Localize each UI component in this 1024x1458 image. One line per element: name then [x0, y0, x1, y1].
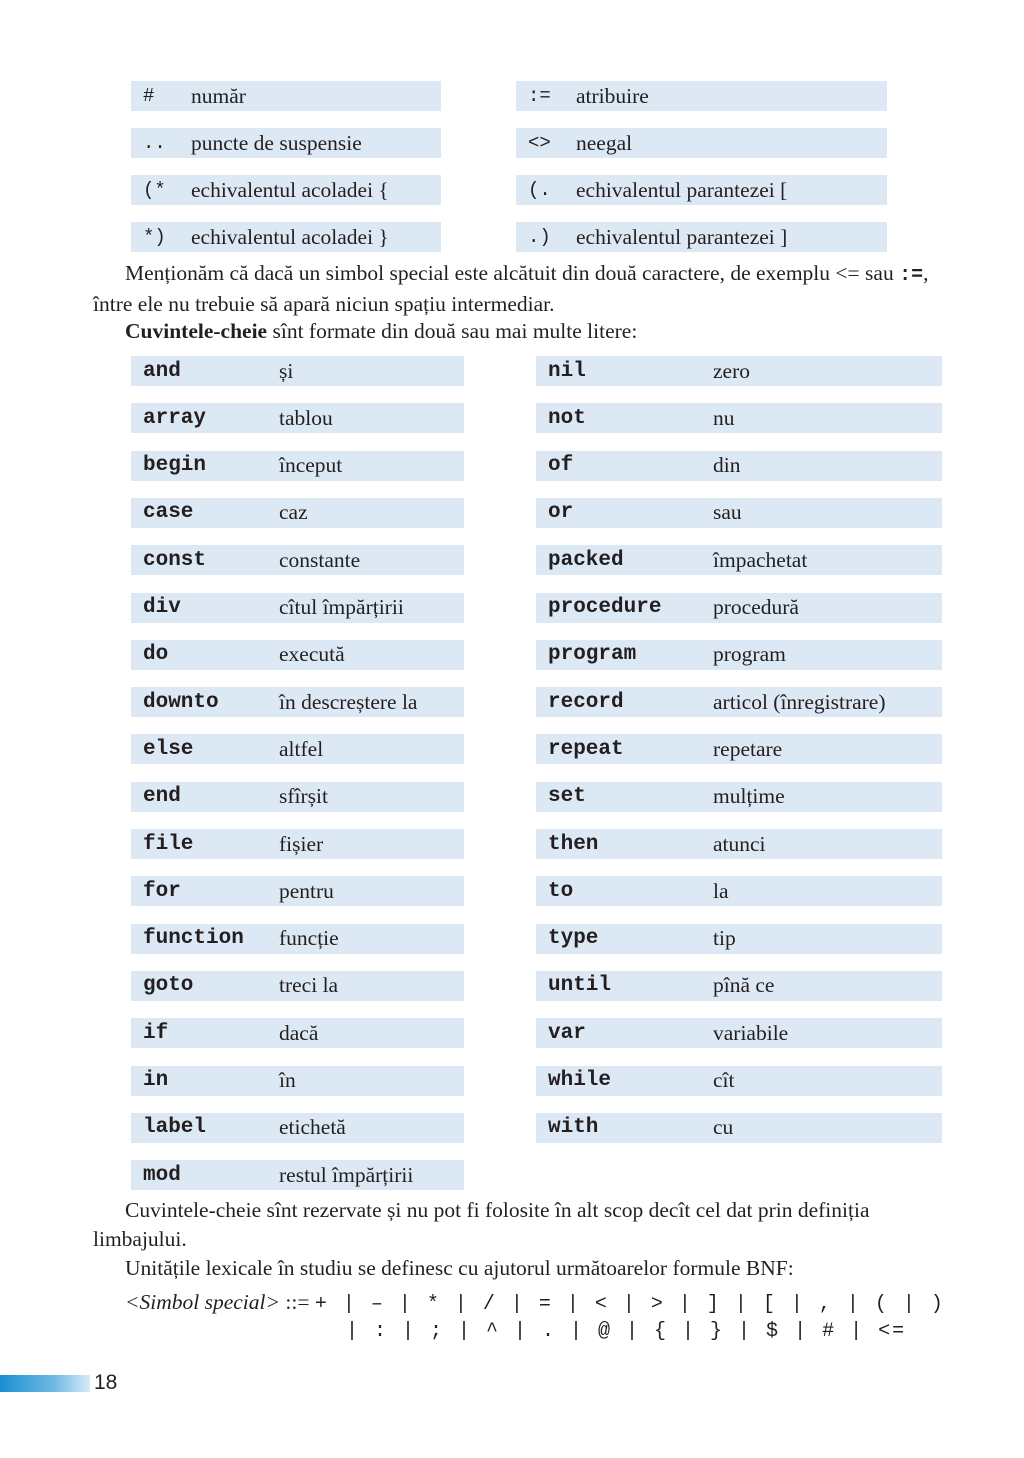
keyword-row	[536, 782, 942, 812]
keyword-row	[536, 1018, 942, 1048]
keyword-code: procedure	[548, 596, 662, 619]
symbol-description: atribuire	[576, 83, 649, 108]
keyword-code: or	[548, 501, 574, 525]
keyword-code: and	[143, 359, 181, 383]
keyword-code: div	[143, 596, 181, 619]
symbol-description: echivalentul acoladei }	[191, 224, 389, 249]
keyword-code: file	[143, 832, 194, 856]
keyword-code: downto	[143, 690, 219, 714]
keyword-translation: fișier	[279, 831, 324, 856]
symbol-description: puncte de suspensie	[191, 130, 362, 155]
keyword-translation: restul împărțirii	[279, 1162, 414, 1187]
term-cuvintele-cheie: Cuvintele-cheie	[125, 319, 268, 343]
symbol-description: echivalentul parantezei [	[576, 177, 788, 202]
keyword-code: of	[548, 454, 574, 478]
keyword-code: not	[548, 406, 586, 430]
keyword-row	[131, 356, 464, 386]
keyword-row	[131, 640, 464, 670]
keyword-translation: procedură	[713, 595, 799, 619]
symbol-code: :=	[528, 85, 551, 107]
keyword-code: do	[143, 643, 169, 667]
symbol-code: ..	[143, 132, 166, 154]
keyword-row	[536, 924, 942, 954]
keyword-code: nil	[548, 359, 586, 383]
keyword-translation: variabile	[713, 1020, 789, 1045]
page-number: 18	[94, 1371, 118, 1394]
bnf-alternatives-2: | : | ; | ^ | . | @ | { | } | $ | # | <=	[346, 1320, 907, 1343]
symbol-description: neegal	[576, 130, 633, 155]
special-symbol-row	[516, 128, 887, 158]
special-symbol-row	[131, 81, 441, 111]
keyword-translation: sfîrșit	[279, 784, 328, 809]
keyword-code: type	[548, 927, 599, 951]
keyword-translation: repetare	[713, 736, 783, 761]
keyword-row	[536, 971, 942, 1001]
keyword-row	[131, 403, 464, 433]
keyword-row	[131, 1066, 464, 1096]
assign-code: :=	[899, 264, 924, 287]
bnf-lhs: <Simbol special>	[125, 1290, 281, 1314]
keyword-translation: din	[713, 453, 741, 478]
paragraph-bnf-intro: Unitățile lexicale în studiu se definesc cu ajutorul următoarelor formule BNF:	[125, 1256, 794, 1280]
keyword-code: mod	[143, 1163, 181, 1187]
keyword-translation: execută	[279, 642, 345, 667]
keyword-code: in	[143, 1069, 169, 1092]
special-symbol-row	[516, 81, 887, 111]
keyword-code: const	[143, 548, 207, 572]
keyword-translation: la	[713, 878, 729, 903]
keyword-translation: zero	[713, 358, 750, 383]
keyword-code: while	[548, 1069, 612, 1092]
keyword-row	[131, 734, 464, 764]
keyword-code: packed	[548, 548, 624, 572]
keyword-translation: program	[713, 642, 786, 667]
keyword-code: array	[143, 406, 207, 430]
keyword-translation: tip	[713, 926, 736, 951]
keyword-translation: caz	[279, 500, 308, 525]
keyword-code: if	[143, 1021, 169, 1045]
special-symbol-row	[516, 175, 887, 205]
keyword-code: begin	[143, 454, 207, 478]
keyword-code: to	[548, 879, 574, 903]
keyword-row	[131, 593, 464, 623]
keyword-translation: nu	[713, 405, 735, 430]
keyword-row	[131, 924, 464, 954]
keyword-row	[536, 403, 942, 433]
keyword-code: function	[143, 927, 244, 951]
keyword-translation: cu	[713, 1115, 734, 1140]
keyword-row	[536, 734, 942, 764]
symbol-code: *)	[143, 226, 166, 248]
keyword-code: then	[548, 832, 599, 856]
keyword-code: goto	[143, 974, 194, 998]
keyword-code: case	[143, 501, 194, 525]
keyword-translation: cît	[713, 1068, 735, 1092]
keyword-translation: funcție	[279, 926, 339, 951]
keyword-row	[536, 593, 942, 623]
keyword-translation: împachetat	[713, 547, 808, 572]
paragraph-symbol-note: Menționăm că dacă un simbol special este alcătuit din două caractere, de exemplu <= sau :=, între ele nu trebuie să apară niciun spațiu intermediar.	[93, 261, 929, 316]
keyword-translation: și	[279, 358, 294, 383]
symbol-code: <>	[528, 132, 551, 154]
keyword-row	[536, 498, 942, 528]
keyword-translation: pînă ce	[713, 973, 775, 998]
special-symbol-row	[131, 175, 441, 205]
keyword-row	[536, 876, 942, 906]
keyword-code: program	[548, 643, 637, 667]
keyword-translation: în	[279, 1068, 296, 1092]
keyword-translation: început	[279, 453, 343, 478]
keyword-code: record	[548, 690, 624, 714]
keyword-row	[131, 687, 464, 717]
keyword-row	[131, 1113, 464, 1143]
keyword-translation: etichetă	[279, 1115, 346, 1140]
bnf-formula-line-1	[125, 1290, 945, 1316]
keyword-code: with	[548, 1116, 599, 1140]
keyword-translation: mulțime	[713, 784, 785, 809]
keyword-code: for	[143, 879, 181, 903]
symbol-description: echivalentul acoladei {	[191, 177, 389, 202]
keyword-row	[131, 829, 464, 859]
keyword-row	[131, 1160, 464, 1190]
symbol-description: număr	[191, 83, 246, 108]
paragraph-keywords-intro: Cuvintele-cheie sînt formate din două sau mai multe litere:	[125, 319, 638, 343]
keyword-row	[536, 545, 942, 575]
special-symbol-row	[131, 128, 441, 158]
keyword-row	[536, 356, 942, 386]
keyword-row	[536, 829, 942, 859]
keyword-translation: cîtul împărțirii	[279, 595, 404, 619]
bnf-alternatives-1: + | – | * | / | = | < | > | ] | [ | , | ( | )	[314, 1293, 945, 1316]
keyword-translation: în descreștere la	[279, 689, 418, 714]
bnf-operator: ::=	[285, 1290, 310, 1314]
keyword-code: var	[548, 1021, 586, 1045]
keyword-row	[536, 1066, 942, 1096]
symbol-code: (.	[528, 179, 551, 201]
keyword-row	[131, 1018, 464, 1048]
keyword-translation: pentru	[279, 878, 334, 903]
keyword-code: else	[143, 737, 194, 761]
keyword-row	[536, 1113, 942, 1143]
keyword-row	[536, 687, 942, 717]
paragraph-reserved-note: Cuvintele-cheie sînt rezervate și nu pot fi folosite în alt scop decît cel dat prin definiția limbajului.	[93, 1198, 870, 1251]
special-symbol-row	[131, 222, 441, 252]
keyword-translation: atunci	[713, 831, 766, 856]
keyword-code: set	[548, 785, 586, 809]
keyword-translation: dacă	[279, 1020, 319, 1045]
keyword-row	[131, 451, 464, 481]
keyword-row	[131, 782, 464, 812]
symbol-code: .)	[528, 226, 551, 248]
keyword-translation: articol (înregistrare)	[713, 689, 886, 714]
special-symbol-row	[516, 222, 887, 252]
page-footer-accent	[0, 1375, 90, 1392]
keyword-row	[131, 876, 464, 906]
keyword-row	[131, 971, 464, 1001]
keyword-row	[131, 545, 464, 575]
keyword-translation: constante	[279, 547, 361, 572]
keyword-translation: tablou	[279, 405, 333, 430]
keyword-code: label	[143, 1116, 207, 1140]
keyword-translation: altfel	[279, 736, 324, 761]
keyword-row	[536, 451, 942, 481]
keyword-translation: treci la	[279, 973, 339, 998]
keyword-row	[536, 640, 942, 670]
keyword-code: end	[143, 785, 181, 809]
symbol-code: #	[143, 85, 155, 107]
keyword-code: until	[548, 974, 612, 998]
symbol-code: (*	[143, 179, 166, 201]
keyword-row	[131, 498, 464, 528]
symbol-description: echivalentul parantezei ]	[576, 224, 788, 249]
keyword-code: repeat	[548, 737, 624, 761]
keyword-translation: sau	[713, 500, 742, 525]
